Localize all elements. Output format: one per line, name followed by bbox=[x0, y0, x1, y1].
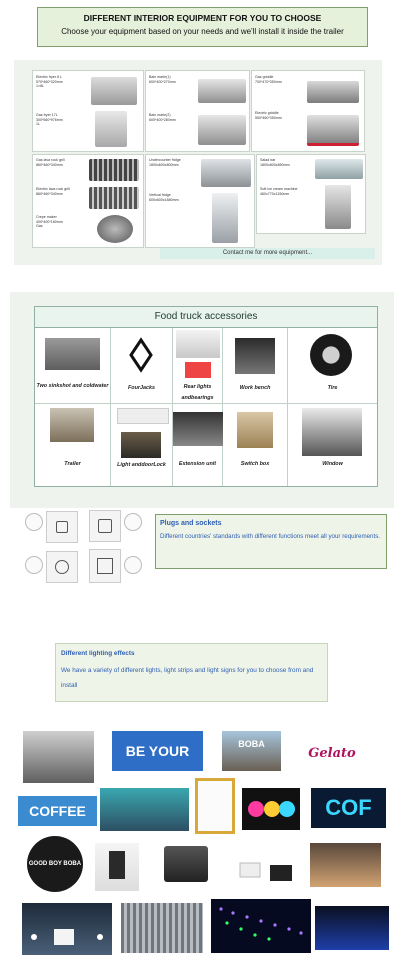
salad-bar-image bbox=[315, 159, 363, 179]
equipment-card-salad-icecream bbox=[256, 154, 366, 234]
equipment-item bbox=[260, 158, 310, 167]
boba-sign: BOBA bbox=[222, 731, 281, 771]
socket-icon bbox=[46, 551, 78, 583]
equipment-name: Gas griddle bbox=[255, 75, 274, 79]
accessory-label: Rear lights andbearings bbox=[181, 384, 214, 401]
accessories-title: Food truck accessories bbox=[34, 306, 378, 328]
accessory-cell bbox=[111, 404, 173, 486]
equipment-spec: 300*560*976mm bbox=[36, 117, 63, 122]
pendant-lights-photo bbox=[310, 843, 381, 887]
socket-icon bbox=[46, 511, 78, 543]
equipment-name: Electric fryer 8 L bbox=[36, 75, 62, 79]
lighting-title: Different lighting effects bbox=[61, 650, 135, 657]
blue-led-strip-photo bbox=[315, 906, 389, 950]
cof-neon-sign: COF bbox=[311, 788, 386, 828]
equipment-card-fryers bbox=[32, 70, 144, 152]
plugs-info-box bbox=[155, 514, 387, 569]
neon-letters-photo bbox=[242, 788, 300, 830]
equipment-item bbox=[149, 193, 197, 202]
accessory-cell bbox=[173, 328, 223, 404]
accessory-label: FourJacks bbox=[128, 385, 155, 391]
light-panel-photo bbox=[195, 778, 235, 834]
undercounter-fridge-image bbox=[201, 159, 251, 187]
equipment-extra: Gas bbox=[36, 224, 43, 229]
equipment-extra: 1×8L bbox=[36, 84, 45, 89]
grill-image bbox=[89, 159, 139, 181]
accessory-label: Extension unit bbox=[178, 461, 217, 467]
contact-more-equipment[interactable]: Contact me for more equipment... bbox=[160, 248, 375, 259]
equipment-spec: 600*400*270mm bbox=[149, 79, 176, 84]
equipment-item bbox=[36, 158, 86, 167]
equipment-spec: 600*400*280mm bbox=[149, 117, 176, 122]
led-shopfront-photo bbox=[100, 788, 189, 831]
equipment-spec: 460x770x1150mm bbox=[260, 191, 290, 196]
window-image bbox=[302, 408, 362, 456]
plugs-title: Plugs and sockets bbox=[160, 520, 222, 527]
track-lights-photo bbox=[234, 845, 300, 893]
flood-light-photo bbox=[153, 840, 219, 888]
equipment-item bbox=[36, 187, 86, 196]
switch-box-image bbox=[237, 412, 273, 448]
lighting-body: We have a variety of different lights, light strips and light signs for you to choose from and install bbox=[61, 667, 314, 689]
equipment-item bbox=[36, 215, 86, 229]
equipment-item bbox=[149, 75, 194, 84]
equipment-banner bbox=[37, 7, 368, 47]
equipment-extra: 1L bbox=[36, 122, 40, 127]
accessory-label: Two sinkshot and coldwater bbox=[36, 383, 109, 389]
socket-icon bbox=[124, 556, 142, 574]
equipment-spec: 550*460*350mm bbox=[255, 115, 282, 120]
accessory-label: Trailer bbox=[64, 461, 81, 467]
equipment-spec: 860*460*340mm bbox=[36, 162, 63, 167]
crepe-maker-image bbox=[97, 215, 133, 243]
bain-marie-image bbox=[198, 79, 246, 103]
equipment-item bbox=[255, 111, 303, 120]
accessory-cell bbox=[35, 404, 111, 486]
equipment-item bbox=[149, 158, 197, 167]
equipment-item bbox=[260, 187, 310, 196]
socket-icon bbox=[25, 556, 43, 574]
coffee-sign: COFFEE bbox=[18, 796, 97, 826]
equipment-name: Bain marie(2) bbox=[149, 113, 171, 117]
equipment-card-griddles bbox=[251, 70, 365, 152]
sink-image bbox=[45, 338, 100, 370]
equipment-name: Undercounter fridge bbox=[149, 158, 181, 162]
door-lock-image bbox=[121, 432, 161, 458]
socket-icon bbox=[124, 513, 142, 531]
equipment-name: Soft ice cream machine bbox=[260, 187, 298, 191]
led-curtain-photo bbox=[211, 899, 311, 953]
accessory-label: Light anddoorLock bbox=[117, 462, 166, 468]
equipment-card-grills bbox=[32, 154, 144, 248]
accessory-cell bbox=[223, 328, 288, 404]
ice-cream-machine-image bbox=[325, 185, 351, 229]
fryer-image bbox=[91, 77, 137, 105]
equipment-card-bain-marie bbox=[145, 70, 250, 152]
equipment-name: Crepe maker bbox=[36, 215, 57, 219]
wall-lantern-photo bbox=[95, 843, 139, 891]
accessory-label: Tire bbox=[327, 385, 338, 391]
equipment-spec: 400*400*160mm bbox=[36, 219, 63, 224]
electric-griddle-image bbox=[307, 115, 359, 146]
equipment-name: Electric griddle bbox=[255, 111, 279, 115]
good-boy-boba-sign: GOOD BOY BOBA bbox=[27, 836, 83, 892]
jack-image bbox=[127, 338, 155, 372]
tire-image bbox=[310, 334, 352, 376]
accessory-cell bbox=[173, 404, 223, 486]
equipment-name: Salad bar bbox=[260, 158, 276, 162]
banner-title: DIFFERENT INTERIOR EQUIPMENT FOR YOU TO CHOOSE bbox=[83, 13, 322, 23]
equipment-item bbox=[36, 113, 86, 127]
interior-light-photo bbox=[23, 731, 94, 783]
accessory-cell bbox=[111, 328, 173, 404]
equipment-item bbox=[149, 113, 194, 122]
banner-subtitle: Choose your equipment based on your needs and we'll install it inside the trailer bbox=[61, 27, 344, 36]
equipment-spec: 570*460*320mm bbox=[36, 79, 63, 84]
accessory-cell bbox=[223, 404, 288, 486]
accessories-grid bbox=[34, 327, 378, 487]
accessory-cell bbox=[288, 404, 377, 486]
gas-fryer-image bbox=[95, 111, 127, 147]
extension-unit-image bbox=[173, 412, 223, 446]
equipment-spec: 600x600x1880mm bbox=[149, 197, 179, 202]
socket-icon bbox=[25, 513, 43, 531]
accessory-cell bbox=[35, 328, 111, 404]
equipment-name: Electric lava rock grill bbox=[36, 187, 70, 191]
equipment-spec: 700*470*350mm bbox=[255, 79, 282, 84]
bearing-image bbox=[176, 330, 220, 358]
equipment-name: Bain marie(1) bbox=[149, 75, 171, 79]
socket-icon bbox=[89, 510, 121, 542]
equipment-spec: 860*460*340mm bbox=[36, 191, 63, 196]
equipment-card-fridges bbox=[145, 154, 255, 248]
socket-icon bbox=[89, 549, 121, 583]
rear-light-image bbox=[185, 362, 211, 378]
light-strip-image bbox=[117, 408, 169, 424]
metal-ceiling-photo bbox=[121, 903, 203, 953]
equipment-item bbox=[255, 75, 303, 84]
accessory-label: Switch box bbox=[240, 461, 270, 467]
bain-marie-image bbox=[198, 115, 246, 145]
be-your-way-sign: BE YOUR bbox=[112, 731, 203, 771]
gelato-neon-sign: Gelato bbox=[295, 735, 369, 773]
trailer-image bbox=[50, 408, 94, 442]
equipment-item bbox=[36, 75, 86, 89]
equipment-name: Gas fryer 17L bbox=[36, 113, 58, 117]
equipment-spec: 1800x800x850mm bbox=[260, 162, 290, 167]
vertical-fridge-image bbox=[212, 193, 238, 243]
accessory-cell bbox=[288, 328, 377, 404]
lighting-info-box bbox=[55, 643, 328, 702]
griddle-image bbox=[307, 81, 359, 103]
ceiling-pendant-photo bbox=[22, 903, 112, 955]
grill-image bbox=[89, 187, 139, 209]
equipment-name: Vertical fridge bbox=[149, 193, 171, 197]
accessory-label: Window bbox=[322, 461, 343, 467]
accessory-label: Work bench bbox=[239, 385, 271, 391]
equipment-name: Gas lava rock grill bbox=[36, 158, 65, 162]
equipment-spec: 1800x600x800mm bbox=[149, 162, 179, 167]
plugs-body: Different countries' standards with different functions meet all your requirements. bbox=[160, 533, 381, 540]
work-bench-image bbox=[235, 338, 275, 374]
